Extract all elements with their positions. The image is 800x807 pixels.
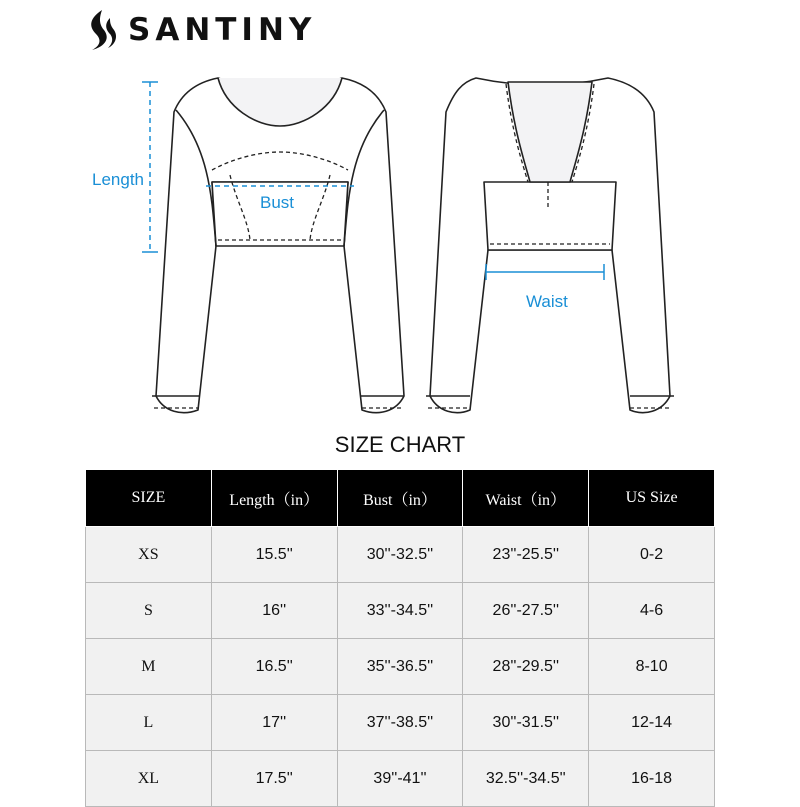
cell-waist: 30''-31.5'' xyxy=(463,695,589,751)
cell-bust: 35''-36.5'' xyxy=(337,639,463,695)
cell-bust: 30''-32.5'' xyxy=(337,527,463,583)
cell-size: S xyxy=(86,583,212,639)
brand-name: SANTINY xyxy=(128,12,317,48)
table-row xyxy=(86,751,715,807)
bust-label: Bust xyxy=(260,193,295,212)
cell-waist: 23''-25.5'' xyxy=(463,527,589,583)
cell-waist: 28''-29.5'' xyxy=(463,639,589,695)
header-waist: Waist（in） xyxy=(463,470,589,527)
table-row xyxy=(86,639,715,695)
waist-label: Waist xyxy=(526,292,568,311)
cell-waist: 26''-27.5'' xyxy=(463,583,589,639)
cell-us-size: 4-6 xyxy=(589,583,715,639)
header-size: SIZE xyxy=(86,470,212,527)
header-bust: Bust（in） xyxy=(337,470,463,527)
cell-size: XS xyxy=(86,527,212,583)
size-chart-title: SIZE CHART xyxy=(334,432,466,457)
front-view xyxy=(152,78,404,413)
cell-size: L xyxy=(86,695,212,751)
back-view xyxy=(426,78,674,413)
cell-bust: 39''-41'' xyxy=(337,751,463,807)
table-row xyxy=(86,583,715,639)
cell-waist: 32.5''-34.5'' xyxy=(463,751,589,807)
cell-size: XL xyxy=(86,751,212,807)
cell-us-size: 0-2 xyxy=(589,527,715,583)
cell-us-size: 12-14 xyxy=(589,695,715,751)
cell-bust: 33''-34.5'' xyxy=(337,583,463,639)
header-length: Length（in） xyxy=(211,470,337,527)
length-label: Length xyxy=(92,170,144,189)
header-us-size: US Size xyxy=(589,470,715,527)
cell-length: 17'' xyxy=(211,695,337,751)
cell-us-size: 16-18 xyxy=(589,751,715,807)
cell-length: 16'' xyxy=(211,583,337,639)
cell-length: 17.5'' xyxy=(211,751,337,807)
cell-us-size: 8-10 xyxy=(589,639,715,695)
cell-bust: 37''-38.5'' xyxy=(337,695,463,751)
table-row xyxy=(86,527,715,583)
table-row xyxy=(86,695,715,751)
cell-length: 16.5'' xyxy=(211,639,337,695)
cell-length: 15.5'' xyxy=(211,527,337,583)
table-header-row xyxy=(86,470,715,527)
size-table xyxy=(85,469,715,807)
cell-size: M xyxy=(86,639,212,695)
